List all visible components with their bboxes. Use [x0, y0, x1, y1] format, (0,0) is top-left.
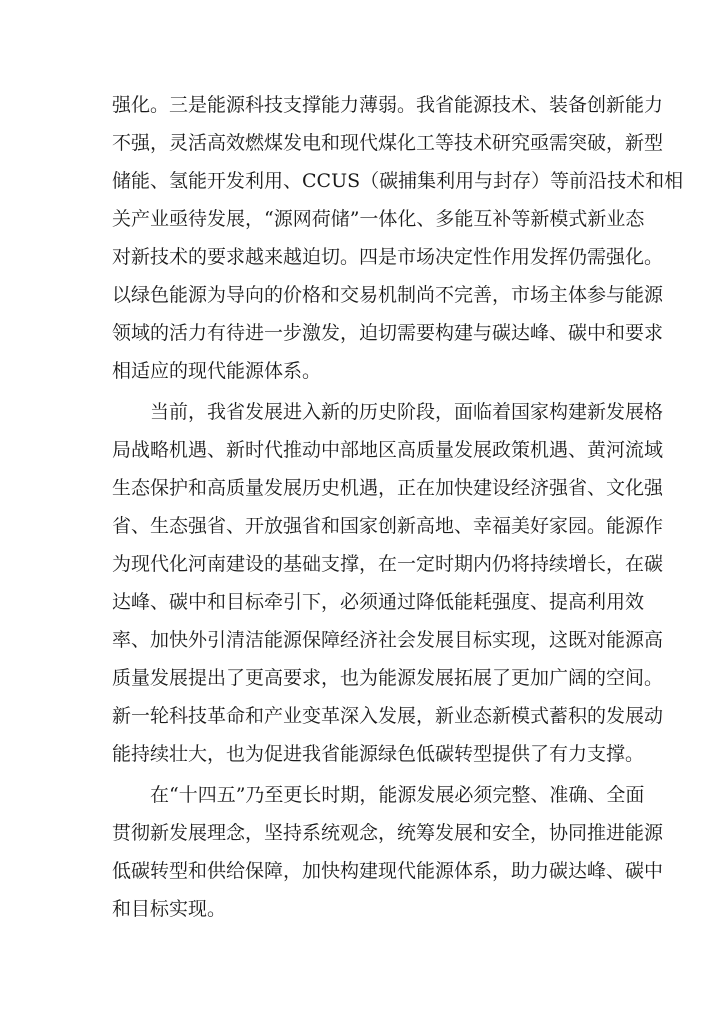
- text-line: 贯彻新发展理念，坚持系统观念，统筹发展和安全，协同推进能源: [112, 822, 664, 844]
- text-line: 关产业亟待发展，“源网荷储”一体化、多能互补等新模式新业态: [112, 208, 645, 230]
- paragraph-start-line: 在“十四五”乃至更长时期，能源发展必须完整、准确、全面: [150, 784, 645, 806]
- text-line: 新一轮科技革命和产业变革深入发展，新业态新模式蓄积的发展动: [112, 705, 664, 727]
- text-line: 对新技术的要求越来越迫切。四是市场决定性作用发挥仍需强化。: [112, 246, 664, 268]
- text-line: 以绿色能源为导向的价格和交易机制尚不完善，市场主体参与能源: [112, 284, 664, 306]
- text-line: 强化。三是能源科技支撑能力薄弱。我省能源技术、装备创新能力: [112, 94, 664, 116]
- text-line: 不强，灵活高效燃煤发电和现代煤化工等技术研究亟需突破，新型: [112, 132, 664, 154]
- text-line: 能持续壮大，也为促进我省能源绿色低碳转型提供了有力支撑。: [112, 743, 645, 765]
- text-line: 为现代化河南建设的基础支撑，在一定时期内仍将持续增长，在碳: [112, 553, 664, 575]
- text-line: 生态保护和高质量发展历史机遇，正在加快建设经济强省、文化强: [112, 477, 664, 499]
- text-line: 质量发展提出了更高要求，也为能源发展拓展了更加广阔的空间。: [112, 667, 664, 689]
- text-line: 领域的活力有待进一步激发，迫切需要构建与碳达峰、碳中和要求: [112, 322, 664, 344]
- text-line: 相适应的现代能源体系。: [112, 360, 322, 382]
- text-line: 率、加快外引清洁能源保障经济社会发展目标实现，这既对能源高: [112, 629, 664, 651]
- text-line: 局战略机遇、新时代推动中部地区高质量发展政策机遇、黄河流域: [112, 439, 664, 461]
- text-line: 和目标实现。: [112, 898, 227, 920]
- text-line: 达峰、碳中和目标牵引下，必须通过降低能耗强度、提高利用效: [112, 591, 645, 613]
- text-line: 省、生态强省、开放强省和国家创新高地、幸福美好家园。能源作: [112, 515, 664, 537]
- paragraph-start-line: 当前，我省发展进入新的历史阶段，面临着国家构建新发展格: [150, 401, 664, 423]
- text-line: 储能、氢能开发利用、CCUS（碳捕集利用与封存）等前沿技术和相: [112, 170, 684, 192]
- text-line: 低碳转型和供给保障，加快构建现代能源体系，助力碳达峰、碳中: [112, 860, 664, 882]
